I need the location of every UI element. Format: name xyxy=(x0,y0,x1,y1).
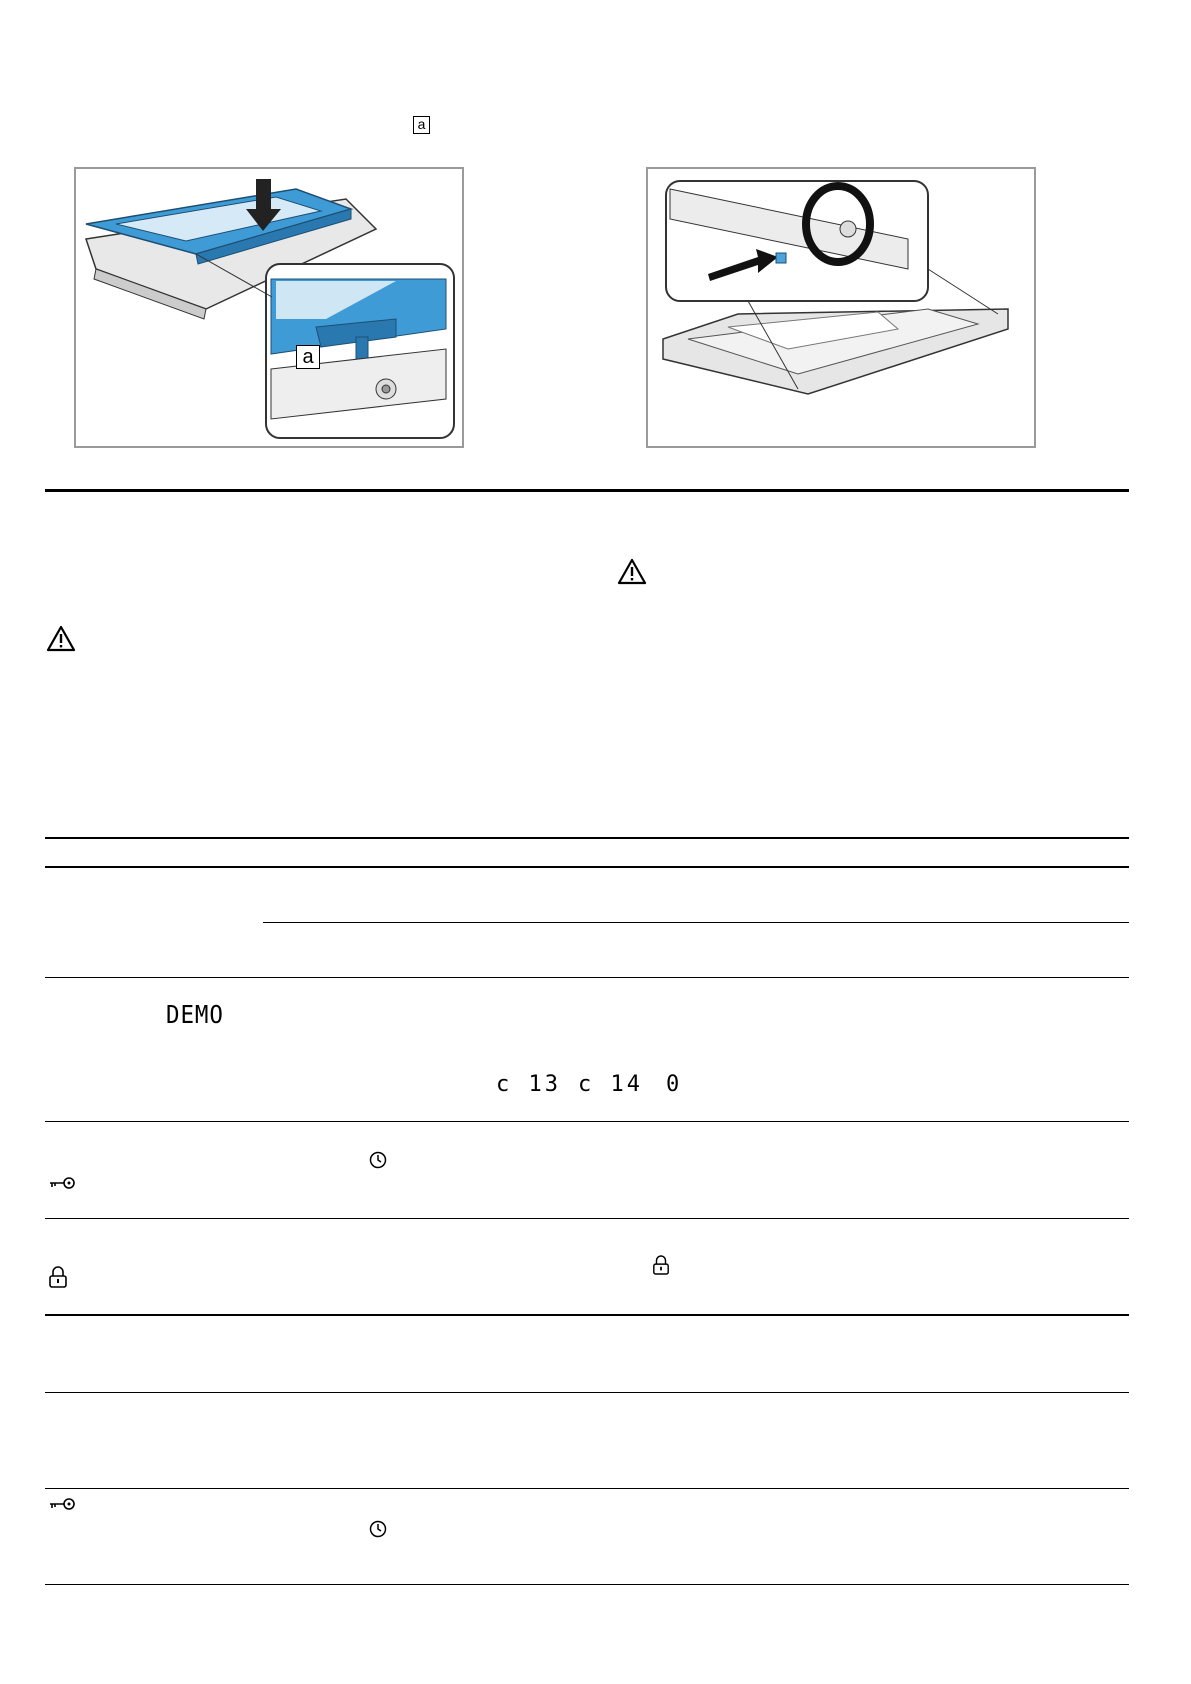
key-icon xyxy=(48,1496,76,1512)
padlock-icon xyxy=(48,1266,68,1288)
section-separator xyxy=(45,489,1129,492)
code-display-1: c 13 xyxy=(496,1072,561,1097)
warning-triangle-icon xyxy=(46,625,76,652)
demo-display: DEMO xyxy=(166,1000,224,1029)
table-row-rule xyxy=(45,1121,1129,1122)
callout-label-a: a xyxy=(413,116,430,134)
key-icon xyxy=(48,1175,76,1191)
table-header-top-rule xyxy=(45,837,1129,839)
code-display-2: c 14 xyxy=(578,1072,643,1097)
code-display-3: 0 xyxy=(666,1072,680,1097)
screw-illustration xyxy=(648,169,1034,446)
table-row-rule xyxy=(45,977,1129,978)
figure-door-screw xyxy=(646,167,1036,448)
table-bottom-rule xyxy=(45,1584,1129,1585)
table-bottom-rule xyxy=(45,1314,1129,1316)
figure-door-glass-insert xyxy=(74,167,464,448)
table-row-rule xyxy=(45,1218,1129,1219)
padlock-icon xyxy=(652,1255,670,1275)
table-header-bottom-rule xyxy=(45,866,1129,868)
table-row-subrule xyxy=(263,922,1129,923)
clock-icon xyxy=(369,1520,387,1538)
clock-icon xyxy=(369,1151,387,1169)
table-row-rule xyxy=(45,1392,1129,1393)
door-illustration xyxy=(76,169,462,446)
table-row-rule xyxy=(45,1488,1129,1489)
inset-label-a: a xyxy=(296,345,320,369)
warning-triangle-icon xyxy=(617,558,647,585)
